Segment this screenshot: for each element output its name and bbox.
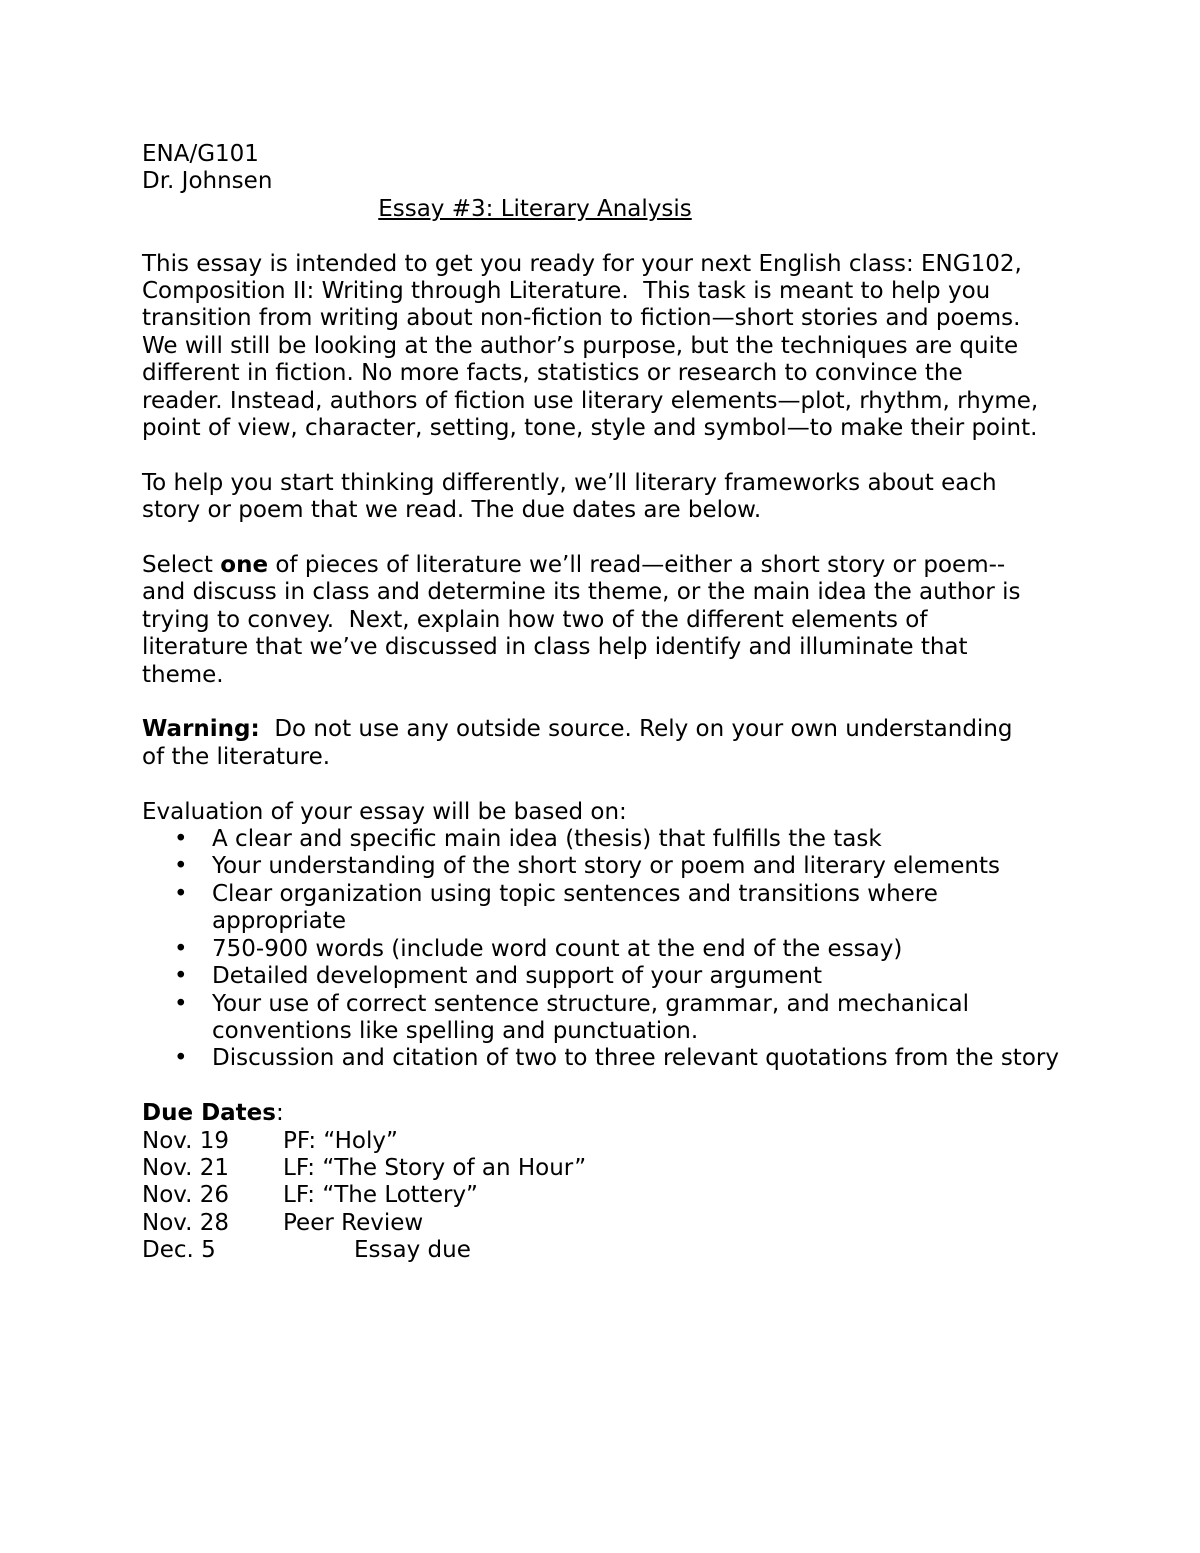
criteria-item [142,963,1072,990]
select-prefix: Select [142,552,221,579]
due-date-row [142,1155,1072,1182]
evaluation-intro: Evaluation of your essay will be based on: [142,798,627,825]
criteria-item [142,991,1072,1046]
criteria-item [142,881,1072,936]
intro-line: point of view, character, setting, tone, style and symbol—to make their point. [142,415,1038,442]
criteria-item [142,1045,1072,1072]
criteria-item [142,936,1072,963]
warning-label: Warning: [142,716,260,743]
criteria-text: Your use of correct sentence structure, grammar, and mechanical conventions like spelling and punctuation. [212,990,970,1044]
warning-line [142,716,1072,743]
criteria-text: 750-900 words (include word count at the end of the essay) [212,935,903,962]
warning-paragraph [142,716,1072,771]
assignment-line: theme. [142,661,224,688]
essay-title: Essay #3: Literary Analysis [378,195,692,222]
due-date: Nov. 28 [142,1209,229,1236]
frameworks-line: To help you start thinking differently, we’ll literary frameworks about each [142,469,997,496]
due-item: PF: “Holy” [283,1127,398,1154]
due-item: LF: “The Story of an Hour” [283,1154,587,1181]
criteria-text: Your understanding of the short story or poem and literary elements [212,853,1000,880]
spacer [142,525,1072,552]
due-date: Nov. 26 [142,1182,229,1209]
frameworks-line: story or poem that we read. The due dates are below. [142,497,762,524]
intro-line: transition from writing about non-fiction to fiction—short stories and poems. [142,305,1021,332]
intro-line: different in fiction. No more facts, statistics or research to convince the [142,360,963,387]
document-page [142,141,1072,1264]
due-date-row [142,1128,1072,1155]
bullet-icon: • [174,880,188,907]
due-dates-colon: : [275,1100,284,1127]
due-date-row [142,1210,1072,1237]
due-dates-list [142,1128,1072,1265]
bullet-icon: • [174,935,188,962]
due-date: Nov. 19 [142,1127,229,1154]
criteria-text: Discussion and citation of two to three relevant quotations from the story [212,1045,1059,1072]
due-date-row [142,1237,1072,1264]
spacer [142,223,1072,250]
bullet-icon: • [174,990,188,1017]
due-item: Essay due [354,1237,471,1264]
warning-line: of the literature. [142,743,331,770]
criteria-text: A clear and specific main idea (thesis) that fulfills the task [212,826,882,853]
due-item: Peer Review [283,1209,424,1236]
due-item: LF: “The Lottery” [283,1182,478,1209]
bullet-icon: • [174,826,188,853]
criteria-item [142,853,1072,880]
assignment-line: trying to convey. Next, explain how two of the different elements of [142,606,928,633]
due-dates-heading [142,1100,1072,1127]
criteria-item [142,826,1072,853]
criteria-text: Detailed development and support of your argument [212,963,823,990]
intro-line: Composition II: Writing through Literature. This task is meant to help you [142,278,991,305]
intro-line: We will still be looking at the author’s purpose, but the techniques are quite [142,332,1019,359]
assignment-line: literature that we’ve discussed in class help identify and illuminate that [142,634,968,661]
due-date-row [142,1182,1072,1209]
bullet-icon: • [174,1045,188,1072]
frameworks-paragraph [142,470,1072,525]
due-dates-label: Due Dates [142,1100,276,1127]
intro-line: This essay is intended to get you ready for your next English class: ENG102, [142,250,1022,277]
assignment-line [142,552,1072,579]
due-date: Nov. 21 [142,1154,229,1181]
assignment-line: and discuss in class and determine its theme, or the main idea the author is [142,579,1021,606]
course-code: ENA/G101 [142,141,259,167]
spacer [142,771,1072,798]
criteria-text: Clear organization using topic sentences and transitions where appropriate [212,880,938,935]
bullet-icon: • [174,963,188,990]
instructor-name: Dr. Johnsen [142,168,273,195]
bullet-icon: • [174,853,188,880]
emphasis-one: one [220,552,269,579]
spacer [142,442,1072,469]
spacer [142,689,1072,716]
assignment-paragraph [142,552,1072,689]
due-date: Dec. 5 [142,1237,216,1264]
evaluation-criteria-list [142,826,1072,1073]
warning-text: Do not use any outside source. Rely on your own understanding [259,716,1013,743]
spacer [142,1073,1072,1100]
select-line1-rest: of pieces of literature we’ll read—either a short story or poem-- [268,552,1006,579]
intro-line: reader. Instead, authors of fiction use literary elements—plot, rhythm, rhyme, [142,387,1039,414]
intro-paragraph [142,251,1072,443]
